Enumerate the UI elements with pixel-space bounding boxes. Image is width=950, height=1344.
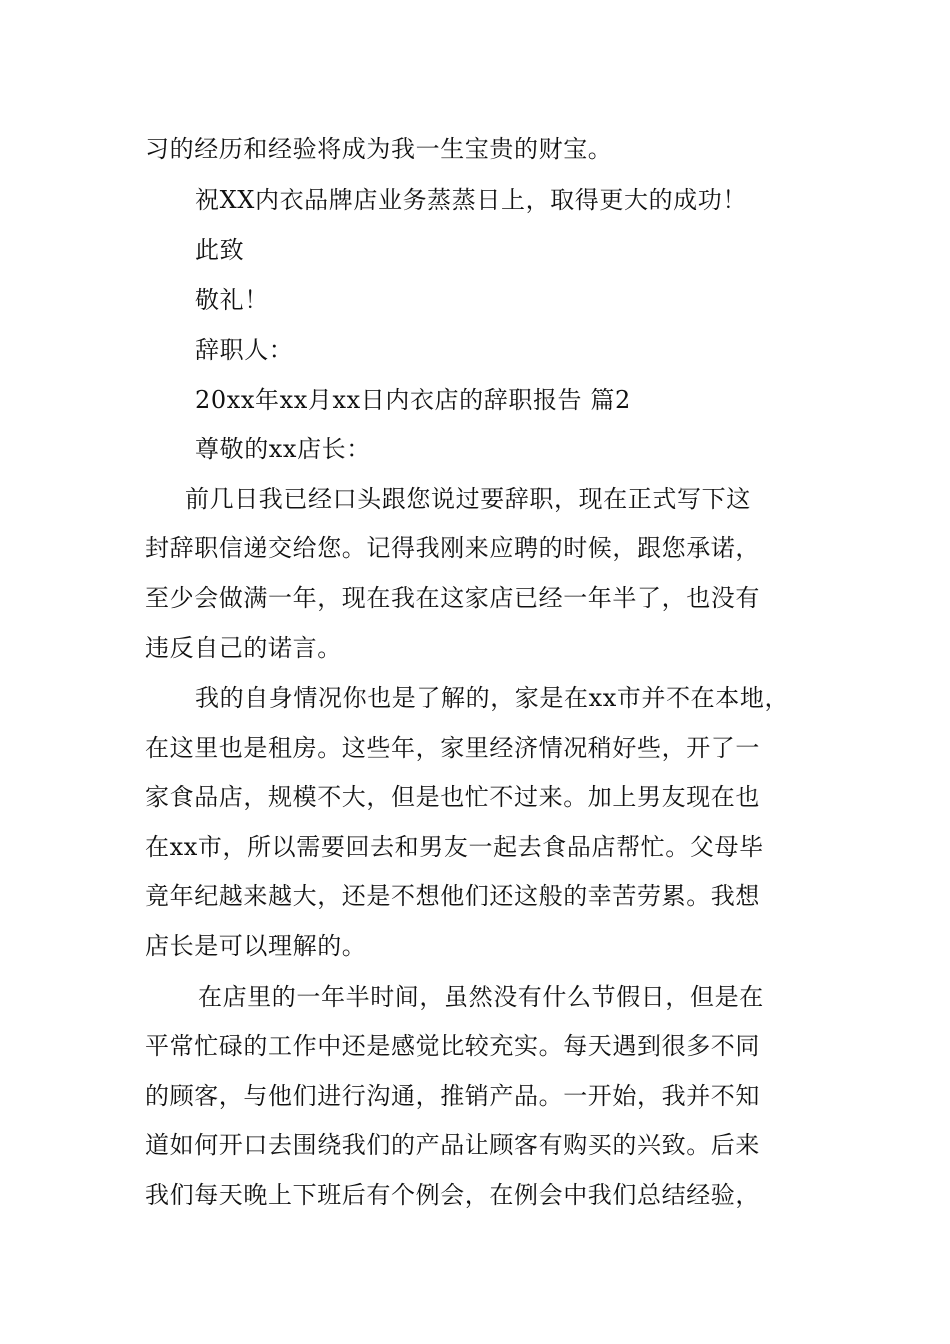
text-line: 我们每天晚上下班后有个例会，在例会中我们总结经验， — [145, 1181, 760, 1209]
text-line: 前几日我已经口头跟您说过要辞职，现在正式写下这 — [185, 485, 751, 513]
text-line: 我的自身情况你也是了解的，家是在xx市并不在本地， — [195, 684, 790, 712]
text-line: 店长是可以理解的。 — [145, 932, 367, 960]
text-line: 封辞职信递交给您。记得我刚来应聘的时候，跟您承诺， — [145, 534, 760, 562]
text-line: 在xx市，所以需要回去和男友一起去食品店帮忙。父母毕 — [145, 833, 764, 861]
text-line: 道如何开口去围绕我们的产品让顾客有购买的兴致。后来 — [145, 1131, 760, 1159]
text-line: 尊敬的xx店长： — [195, 435, 371, 463]
text-line: 平常忙碌的工作中还是感觉比较充实。每天遇到很多不同 — [145, 1032, 760, 1060]
text-line: 的顾客，与他们进行沟通，推销产品。一开始，我并不知 — [145, 1082, 760, 1110]
text-line: 20xx年xx月xx日内衣店的辞职报告 篇2 — [195, 386, 631, 414]
text-line: 至少会做满一年，现在我在这家店已经一年半了，也没有 — [145, 584, 760, 612]
text-line: 在这里也是租房。这些年，家里经济情况稍好些，开了一 — [145, 734, 760, 762]
text-line: 此致 — [195, 236, 245, 264]
text-line: 祝XX内衣品牌店业务蒸蒸日上，取得更大的成功！ — [195, 186, 747, 214]
text-line: 竟年纪越来越大，还是不想他们还这般的幸苦劳累。我想 — [145, 882, 760, 910]
text-line: 违反自己的诺言。 — [145, 634, 342, 662]
text-line: 在店里的一年半时间，虽然没有什么节假日，但是在 — [198, 983, 764, 1011]
text-line: 敬礼！ — [195, 286, 269, 314]
text-line: 辞职人： — [195, 336, 294, 364]
text-line: 家食品店，规模不大，但是也忙不过来。加上男友现在也 — [145, 783, 760, 811]
text-line: 习的经历和经验将成为我一生宝贵的财宝。 — [145, 135, 613, 163]
